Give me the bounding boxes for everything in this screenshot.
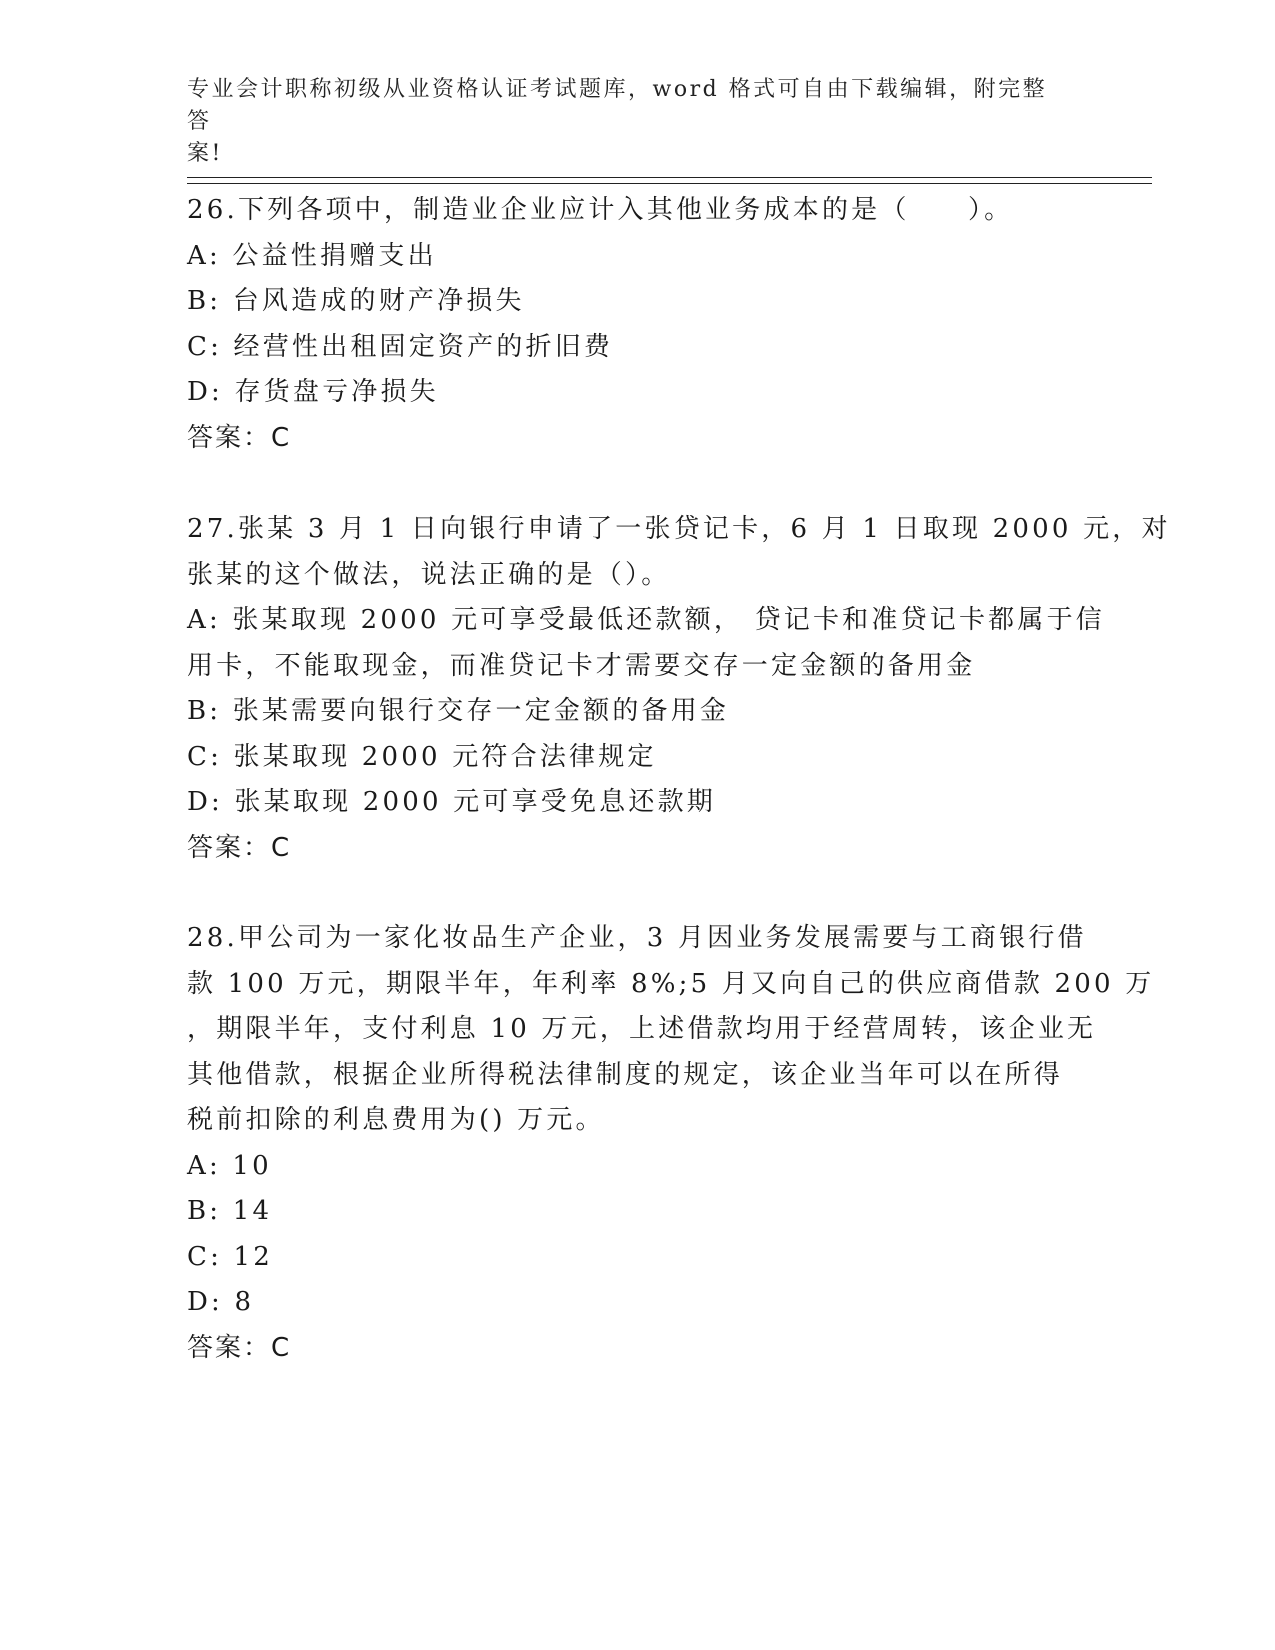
option-a: A: 公益性捐赠支出 — [187, 240, 437, 271]
option-a: A: 10 — [187, 1150, 272, 1181]
question-28 — [187, 916, 1155, 1371]
header-note — [187, 74, 1067, 170]
question-26 — [187, 188, 1087, 461]
option-d: D: 存货盘亏净损失 — [187, 377, 439, 407]
option-b: B: 14 — [187, 1196, 273, 1226]
header-divider-top — [187, 177, 1152, 178]
answer-line: 答案：C — [187, 832, 292, 863]
question-stem-line: 27.张某 3 月 1 日向银行申请了一张贷记卡，6 月 1 日取现 2000 元，对 — [187, 514, 1171, 544]
question-27 — [187, 507, 1171, 871]
question-stem-line: 26.下列各项中，制造业企业应计入其他业务成本的是（ ）。 — [187, 195, 1014, 225]
question-stem-line: ，期限半年，支付利息 10 万元，上述借款均用于经营周转，该企业无 — [187, 1014, 1097, 1044]
answer-line: 答案：C — [187, 1332, 292, 1363]
option-b: B: 台风造成的财产净损失 — [187, 286, 525, 316]
answer-line: 答案：C — [187, 422, 292, 453]
question-stem-line: 28.甲公司为一家化妆品生产企业，3 月因业务发展需要与工商银行借 — [187, 923, 1087, 953]
option-d: D: 张某取现 2000 元可享受免息还款期 — [187, 787, 716, 817]
option-d: D: 8 — [187, 1287, 255, 1317]
option-a: A: 张某取现 2000 元可享受最低还款额， 贷记卡和准贷记卡都属于信 — [187, 605, 1105, 635]
header-note-line-1: 专业会计职称初级从业资格认证考试题库，word 格式可自由下载编辑，附完整答 — [187, 77, 1048, 134]
option-c: C: 12 — [187, 1241, 274, 1272]
option-b: B: 张某需要向银行交存一定金额的备用金 — [187, 696, 730, 726]
option-a-continued: 用卡，不能取现金，而准贷记卡才需要交存一定金额的备用金 — [187, 650, 976, 681]
question-stem-line: 款 100 万元，期限半年，年利率 8%;5 月又向自己的供应商借款 200 万 — [187, 968, 1155, 999]
option-c: C: 张某取现 2000 元符合法律规定 — [187, 741, 657, 772]
header-divider-bottom — [187, 183, 1152, 184]
question-stem-line: 张某的这个做法，说法正确的是（）。 — [187, 559, 671, 590]
question-stem-line: 其他借款，根据企业所得税法律制度的规定，该企业当年可以在所得 — [187, 1059, 1064, 1090]
option-c: C: 经营性出租固定资产的折旧费 — [187, 331, 614, 362]
question-stem-line: 税前扣除的利息费用为() 万元。 — [187, 1105, 605, 1135]
header-note-line-2: 案! — [187, 141, 223, 166]
